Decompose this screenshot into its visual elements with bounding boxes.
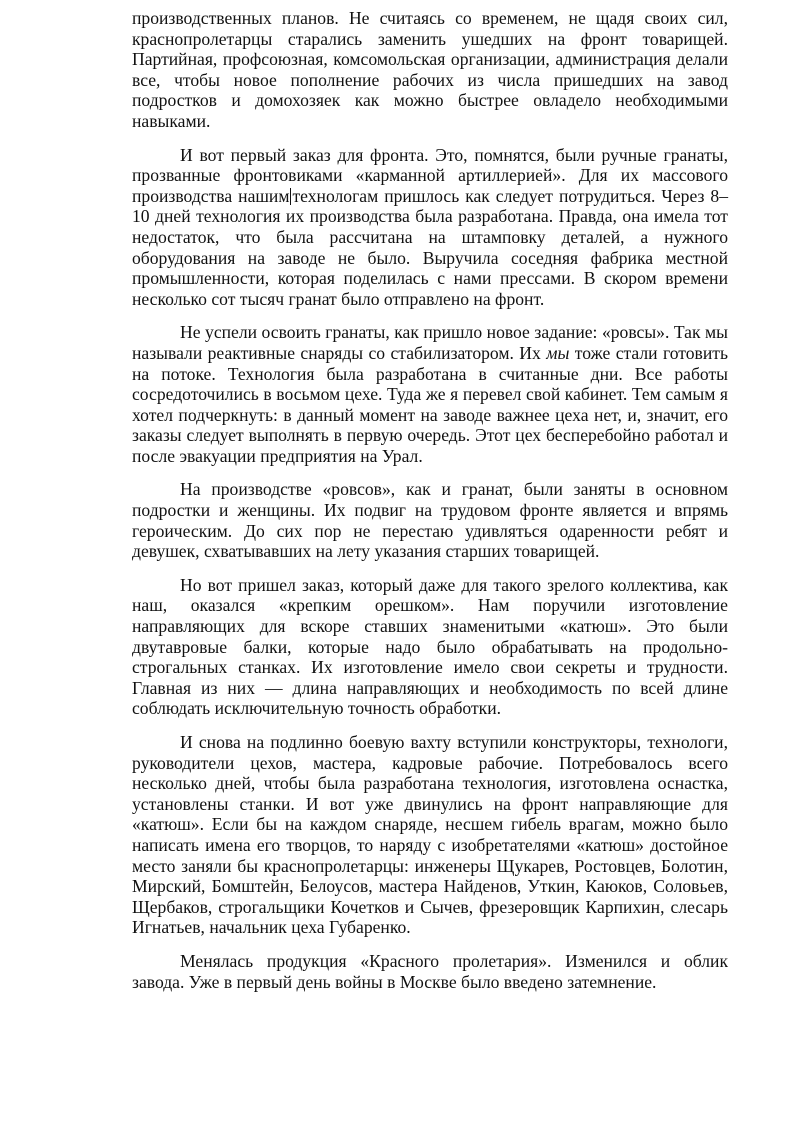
paragraph-teenagers-women: На производстве «ровсов», как и гранат, были заняты в основном подростки и женщины. Их подвиг на трудовом фронте является и впрямь героическим. До сих пор не перестаю удивляться одаренности ребят и девушек, схватывавших на лету указания старших товарищей. — [132, 479, 728, 562]
italic-word: мы — [546, 342, 570, 363]
paragraph-production-plans: производственных планов. Не считаясь со временем, не щадя своих сил, краснопролетарцы старались заменить ушедших на фронт товарищей. Партийная, профсоюзная, комсомольская организации, администрация делали все, чтобы новое пополнение рабочих из числа пришедших на завод подростков и домохозяек как можно быстрее овладело необходимыми навыками. — [132, 8, 728, 131]
paragraph-text-segment: Не успели освоить гранаты, как пришло новое задание: «ровсы». Так мы называли реактивные снаряды со стабилизатором. Их — [132, 322, 728, 363]
paragraph-blackout: Менялась продукция «Красного пролетария». Изменился и облик завода. Уже в первый день войны в Москве было введено затемнение. — [132, 950, 728, 992]
paragraph-text-segment: И вот первый заказ для фронта. Это, помнятся, были ручные гранаты, прозванные фронтовиками «карманной артиллерией». Для их массового производства нашим — [132, 144, 728, 206]
paragraph-combat-watch: И снова на подлинно боевую вахту вступили конструкторы, технологи, руководители цехов, мастера, кадровые рабочие. Потребовалось всего несколько дней, чтобы была разработана технология, изготовлена оснастка, установлены станки. И вот уже двинулись на фронт направляющие для «катюш». Если бы на каждом снаряде, несшем гибель врагам, можно было написать имена его творцов, то наряду с изобретателями «катюш» достойное место заняли бы краснопролетарцы: инженеры Щукарев, Ростовцев, Болотин, Мирский, Бомштейн, Белоусов, мастера Найденов, Уткин, Каюков, Соловьев, Щербаков, строгальщики Кочетков и Сычев, фрезеровщик Карпихин, слесарь Игнатьев, начальник цеха Губаренко. — [132, 732, 728, 938]
paragraph-rovsy — [132, 322, 728, 466]
paragraph-text-segment: технологам пришлось как следует потрудиться. Через 8–10 дней технология их производства была разработана. Правда, она имела тот недостаток, что была рассчитана на штамповку деталей, а нужного оборудования на заводе не было. Выручила соседняя фабрика местной промышленности, которая поделилась с нами прессами. В скором времени несколько сот тысяч гранат было отправлено на фронт. — [132, 185, 728, 309]
paragraph-text-segment: тоже стали готовить на потоке. Технология была разработана в считанные дни. Все работы сосредоточились в восьмом цехе. Туда же я перевел свой кабинет. Тем самым я хотел подчеркнуть: в данный момент на заводе важнее цеха нет, и, значит, его заказы следует выполнять в первую очередь. Этот цех бесперебойно работал и после эвакуации предприятия на Урал. — [132, 342, 728, 466]
document-page — [132, 8, 728, 992]
paragraph-grenades — [132, 145, 728, 310]
paragraph-katyusha-order: Но вот пришел заказ, который даже для такого зрелого коллектива, как наш, оказался «крепким орешком». Нам поручили изготовление направляющих для вскоре ставших знаменитыми «катюш». Это были двутавровые балки, которые надо было обрабатывать на продольно-строгальных станках. Их изготовление имело свои секреты и трудности. Главная из них — длина направляющих и необходимость по всей длине соблюдать исключительную точность обработки. — [132, 574, 728, 719]
